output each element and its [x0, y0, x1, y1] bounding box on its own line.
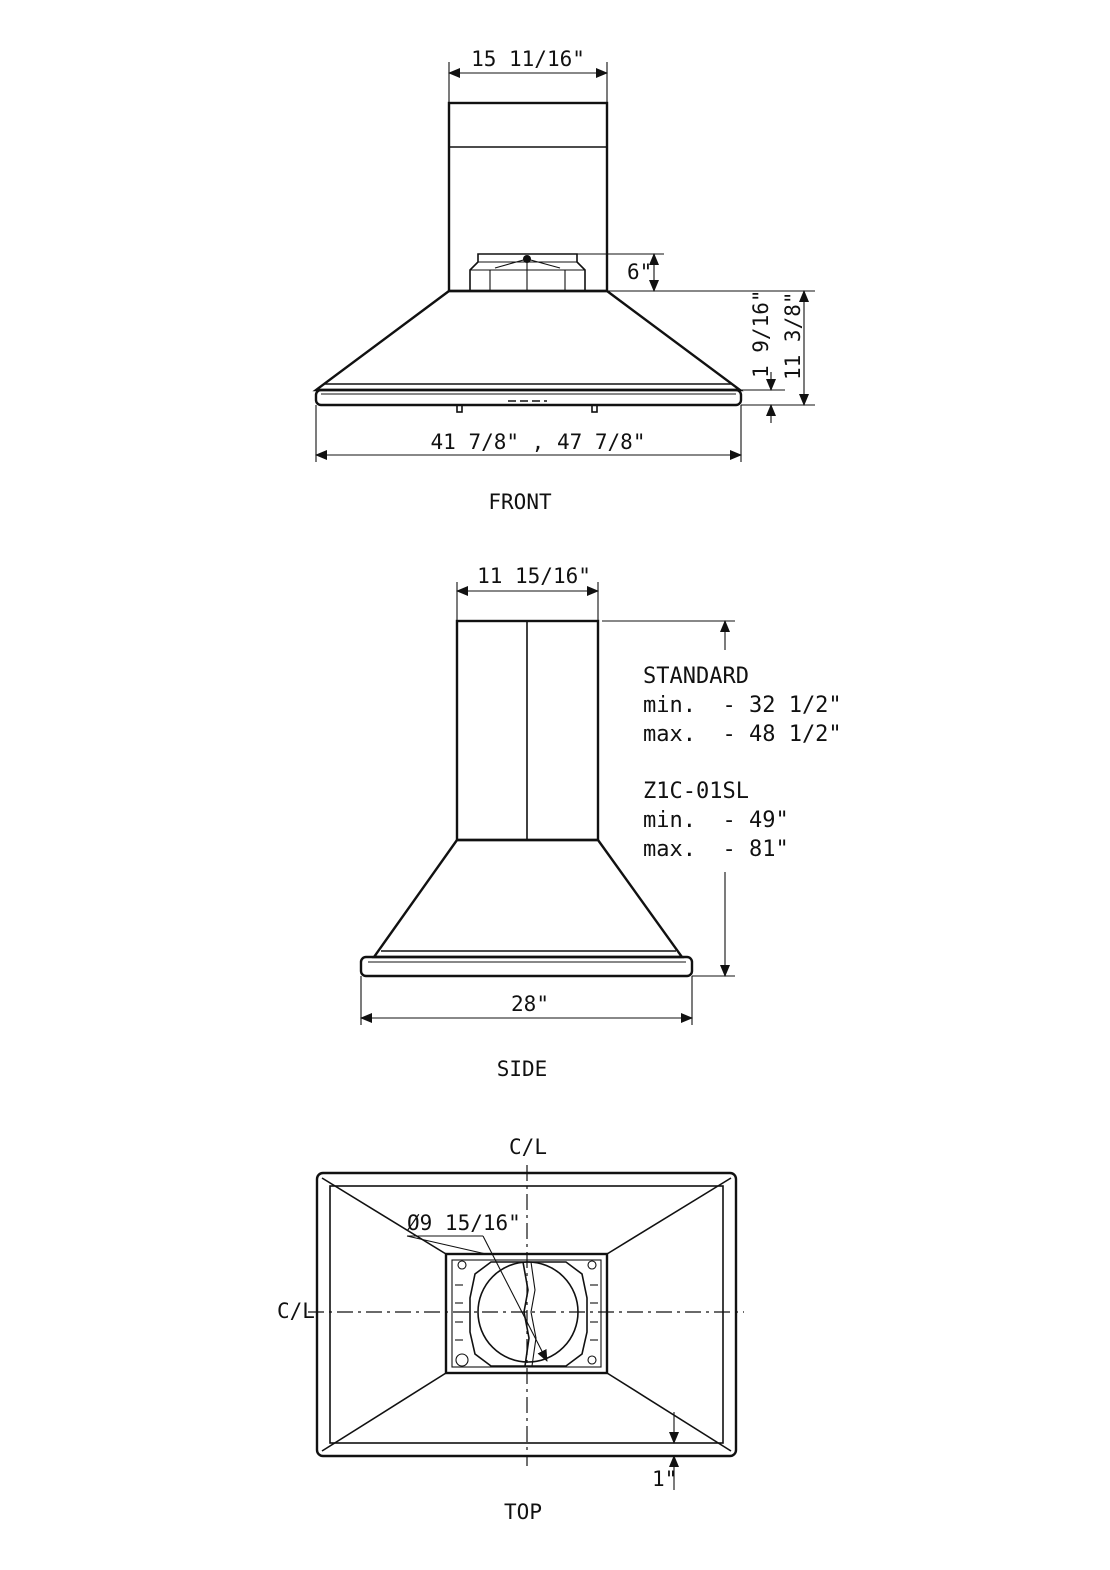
front-duct-collar [470, 254, 585, 291]
side-dim-chimney-depth: 11 15/16" [477, 564, 591, 588]
ext-min: min. - 49" [643, 808, 789, 833]
top-view [277, 1135, 744, 1524]
side-height-notes [643, 664, 842, 862]
standard-max: max. - 48 1/2" [643, 722, 842, 747]
side-view-label: SIDE [496, 1057, 548, 1081]
standard-min: min. - 32 1/2" [643, 693, 842, 718]
front-dim-width: 41 7/8" , 47 7/8" [430, 430, 646, 454]
side-view [361, 564, 842, 1081]
side-canopy [374, 840, 682, 957]
top-dim-duct-diameter: Ø9 15/16" [407, 1211, 521, 1235]
front-view-label: FRONT [488, 490, 552, 514]
side-bottom-lip [361, 957, 692, 976]
top-dim-edge: 1" [652, 1467, 678, 1491]
top-view-label: TOP [504, 1500, 542, 1524]
top-duct-plate [470, 1262, 587, 1366]
side-dim-depth: 28" [511, 992, 549, 1016]
front-dim-hood-height: 11 3/8" [781, 291, 805, 380]
front-dim-chimney-width: 15 11/16" [471, 47, 585, 71]
front-canopy [316, 291, 740, 390]
front-view [316, 47, 815, 514]
top-centerline-v-label: C/L [509, 1135, 547, 1159]
front-bottom-lip [316, 390, 741, 405]
front-dim-lip: 1 9/16" [749, 289, 773, 378]
top-centerline-h-label: C/L [277, 1299, 315, 1323]
ext-max: max. - 81" [643, 837, 789, 862]
standard-title: STANDARD [643, 664, 749, 689]
front-dim-duct-collar: 6" [627, 260, 653, 284]
ext-title: Z1C-01SL [643, 779, 749, 804]
